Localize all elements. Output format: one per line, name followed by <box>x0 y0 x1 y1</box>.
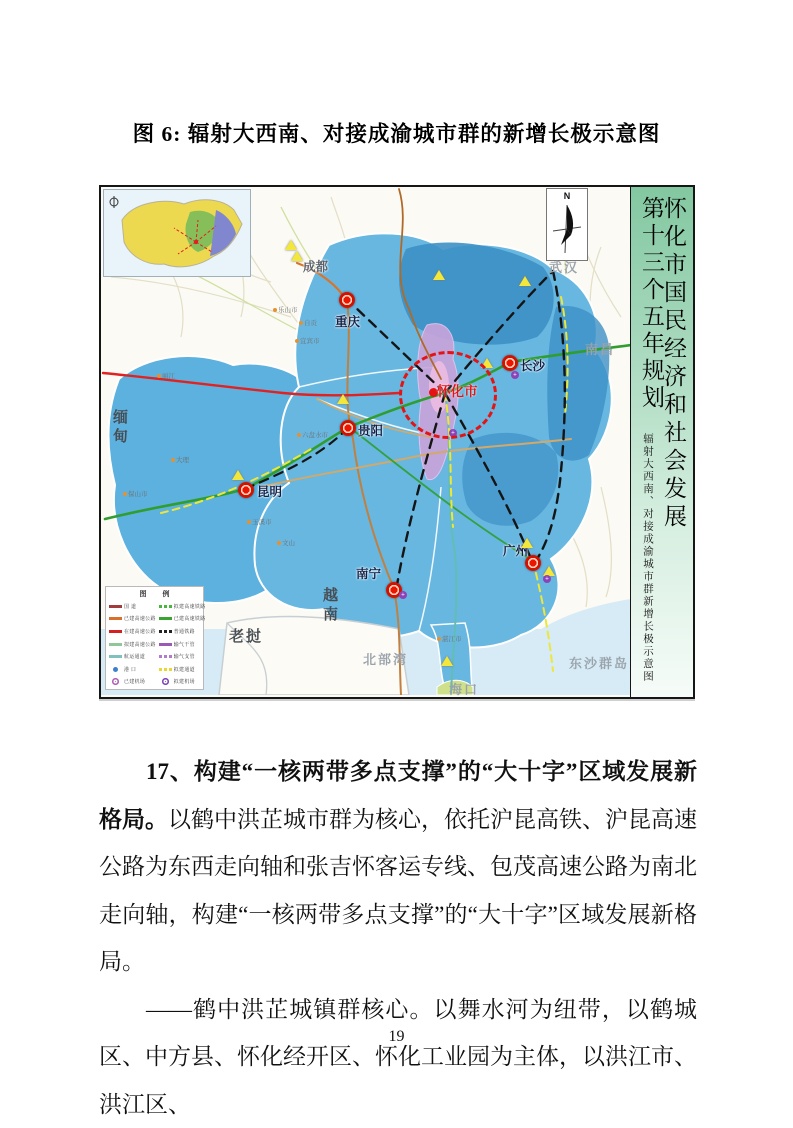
airport-icon: + <box>399 591 407 599</box>
legend-item <box>159 613 206 626</box>
town-dot-icon <box>297 433 301 437</box>
city-marker-重庆 <box>339 292 355 308</box>
triangle-marker <box>433 270 445 280</box>
city-label: 广州 <box>503 541 528 559</box>
figure-title: 图 6: 辐射大西南、对接成渝城市群的新增长极示意图 <box>0 117 793 148</box>
legend-item <box>159 600 206 613</box>
minor-label-文山: 文山 <box>277 538 295 547</box>
legend-label: 航运通道 <box>124 653 145 660</box>
legend-swatch-icon <box>109 655 122 658</box>
airport-icon: + <box>511 371 519 379</box>
legend-swatch-icon <box>109 630 122 633</box>
triangle-marker <box>441 656 453 666</box>
legend-label: 输气支管 <box>174 653 195 660</box>
legend-item <box>159 676 206 689</box>
legend-item <box>159 663 206 676</box>
map-area <box>101 187 630 697</box>
town-dot-icon <box>123 492 127 496</box>
sidebar-caption: 辐射大西南、对接成渝城市群新增长极示意图 <box>640 433 655 683</box>
legend-label: 拟建通道 <box>174 666 195 673</box>
legend-swatch-icon <box>159 630 172 633</box>
legend-item <box>159 625 206 638</box>
paragraph-1-lead: 17、构建“一核两带多点支撑”的“大十字”区域发展新格局。 <box>99 759 697 832</box>
legend-swatch-icon <box>159 605 172 608</box>
legend-label: 已建高速铁路 <box>174 615 206 622</box>
minor-label-六盘水市: 六盘水市 <box>297 430 328 439</box>
figure-map-frame <box>99 185 695 699</box>
city-label: 南宁 <box>356 564 381 582</box>
legend-swatch-icon <box>109 605 122 608</box>
city-label: 重庆 <box>335 312 360 330</box>
triangle-marker <box>519 276 531 286</box>
legend-label: 普通铁路 <box>174 628 195 635</box>
china-inset-map <box>103 189 251 277</box>
legend-item <box>109 676 156 689</box>
legend-swatch-icon <box>159 643 172 646</box>
legend-item <box>109 663 156 676</box>
legend-label: 拟建高速公路 <box>124 641 156 648</box>
legend-swatch-icon <box>109 643 122 646</box>
airport-icon: + <box>449 429 457 437</box>
legend-label: 拟建机场 <box>174 678 195 685</box>
triangle-marker <box>285 240 297 250</box>
minor-label-玉溪市: 玉溪市 <box>247 517 272 526</box>
region-label-东沙群岛: 东沙群岛 <box>569 653 629 672</box>
focus-city-label: 怀化市 <box>437 380 478 400</box>
triangle-marker <box>521 538 533 548</box>
paragraph-1 <box>99 748 697 986</box>
city-marker-长沙 <box>502 355 518 371</box>
legend-item <box>159 638 206 651</box>
town-dot-icon <box>295 339 299 343</box>
minor-label-宜宾市: 宜宾市 <box>295 336 320 345</box>
town-dot-icon <box>157 374 161 378</box>
minor-label-丽江: 丽江 <box>157 371 175 380</box>
legend-label: 已建机场 <box>124 678 145 685</box>
figure-sidebar <box>630 187 693 697</box>
paragraph-2: ——鹤中洪芷城镇群核心。以舞水河为纽带，以鹤城区、中方县、怀化经开区、怀化工业园为主体，以洪江市、洪江区、 <box>99 986 697 1128</box>
legend-swatch-icon <box>112 678 119 685</box>
city-triangle-marker <box>291 251 303 261</box>
city-label: 长沙 <box>520 356 545 374</box>
map-legend <box>105 586 204 690</box>
legend-swatch-icon <box>162 678 169 685</box>
minor-label-大理: 大理 <box>171 455 189 464</box>
compass-needle <box>547 201 587 257</box>
town-dot-icon <box>247 520 251 524</box>
legend-item <box>109 650 156 663</box>
legend-item <box>109 638 156 651</box>
town-dot-icon <box>277 541 281 545</box>
region-label-越南: 越南 <box>319 587 340 625</box>
compass-rose <box>546 188 588 261</box>
airport-icon: + <box>543 575 551 583</box>
city-label: 昆明 <box>257 482 282 500</box>
minor-label-保山市: 保山市 <box>123 489 148 498</box>
minor-label-自贡: 自贡 <box>299 318 317 327</box>
paragraph-1-body: 以鹤中洪芷城市群为核心，依托沪昆高铁、沪昆高速公路为东西走向轴和张吉怀客运专线、包茂高速公路为南北走向轴，构建“一核两带多点支撑”的“大十字”区域发展新格局。 <box>99 807 697 975</box>
legend-label: 已建高速公路 <box>124 615 156 622</box>
compass-n-label: N <box>547 191 587 201</box>
legend-item <box>109 600 156 613</box>
legend-column-right <box>159 600 206 688</box>
city-label: 贵阳 <box>358 421 383 439</box>
legend-swatch-icon <box>159 617 172 620</box>
town-dot-icon <box>171 458 175 462</box>
region-label-老挝: 老挝 <box>229 625 263 646</box>
city-marker-贵阳 <box>340 420 356 436</box>
legend-title: 图 例 <box>109 589 200 599</box>
region-label-海口: 海口 <box>449 679 479 697</box>
triangle-marker <box>337 394 349 404</box>
legend-column-left <box>109 600 156 688</box>
legend-item <box>109 613 156 626</box>
body-text <box>99 748 697 1128</box>
city-marker-昆明 <box>238 482 254 498</box>
legend-swatch-icon <box>113 667 118 672</box>
legend-label: 输气干管 <box>174 641 195 648</box>
town-dot-icon <box>437 637 441 641</box>
minor-label-乐山市: 乐山市 <box>273 305 298 314</box>
legend-swatch-icon <box>109 617 122 620</box>
minor-label-湛江市: 湛江市 <box>437 634 462 643</box>
legend-item <box>109 625 156 638</box>
city-label-chengdu: 成都 <box>303 257 328 275</box>
region-label-北部湾: 北部湾 <box>363 649 408 668</box>
legend-label: 在建高速公路 <box>124 628 156 635</box>
page-number: 19 <box>0 1028 793 1046</box>
town-dot-icon <box>299 321 303 325</box>
region-label-缅甸: 缅甸 <box>109 409 130 447</box>
legend-label: 港 口 <box>124 666 136 673</box>
triangle-marker <box>232 470 244 480</box>
region-label-武汉: 武汉 <box>549 257 579 276</box>
legend-label: 国 道 <box>124 603 136 610</box>
sidebar-title-main: 怀化市国民经济和社会发展 <box>657 196 690 532</box>
legend-item <box>159 650 206 663</box>
region-label-南昌: 南昌 <box>585 339 615 358</box>
town-dot-icon <box>273 308 277 312</box>
legend-swatch-icon <box>159 668 172 671</box>
sidebar-title-sub: 第十三个五年规划 <box>635 196 668 412</box>
legend-swatch-icon <box>159 655 172 658</box>
legend-label: 拟建高速铁路 <box>174 603 206 610</box>
